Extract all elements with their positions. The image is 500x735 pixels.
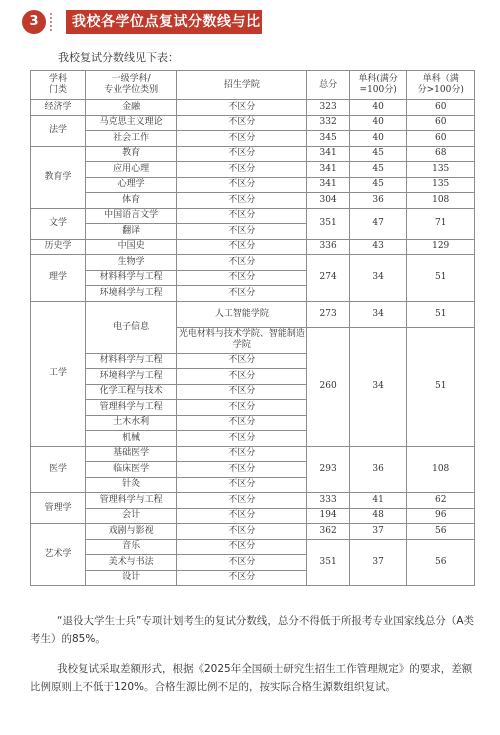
category-cell: 医学 (31, 446, 86, 493)
single-100-cell: 37 (349, 524, 407, 540)
discipline-cell: 针灸 (86, 477, 177, 493)
single-over100-cell: 56 (407, 539, 475, 586)
single-100-cell: 47 (349, 208, 407, 239)
table-header-row (31, 71, 475, 100)
total-cell: 341 (307, 162, 350, 178)
college-cell: 不区分 (177, 400, 307, 416)
table-row (31, 100, 475, 116)
college-cell: 不区分 (177, 462, 307, 478)
single-over100-cell: 108 (407, 446, 475, 493)
discipline-cell: 管理科学与工程 (86, 400, 177, 416)
single-over100-cell: 60 (407, 131, 475, 147)
table-row (31, 115, 475, 131)
college-cell: 不区分 (177, 415, 307, 431)
college-cell: 不区分 (177, 508, 307, 524)
total-cell: 273 (307, 301, 350, 327)
single-100-cell: 43 (349, 239, 407, 255)
college-cell: 不区分 (177, 239, 307, 255)
total-cell: 362 (307, 524, 350, 540)
header-single-over100: 单科（满 分>100分) (407, 71, 475, 100)
single-100-cell: 40 (349, 131, 407, 147)
single-over100-cell: 71 (407, 208, 475, 239)
category-cell: 教育学 (31, 146, 86, 208)
section-number-badge: 3 (22, 10, 46, 34)
single-100-cell: 34 (349, 327, 407, 446)
total-cell: 260 (307, 327, 350, 446)
college-cell: 不区分 (177, 570, 307, 586)
discipline-cell: 环境科学与工程 (86, 369, 177, 385)
section-header (0, 0, 500, 54)
table-row (31, 162, 475, 178)
single-100-cell: 40 (349, 115, 407, 131)
single-over100-cell: 51 (407, 255, 475, 302)
header-total: 总分 (307, 71, 350, 100)
college-cell: 不区分 (177, 208, 307, 224)
discipline-cell: 社会工作 (86, 131, 177, 147)
discipline-cell: 应用心理 (86, 162, 177, 178)
discipline-cell: 美术与书法 (86, 555, 177, 571)
veteran-note: “退役大学生士兵”专项计划考生的复试分数线，总分不得低于所报考专业国家线总分（A类考生）的85%。 (30, 615, 475, 645)
table-row (31, 208, 475, 224)
single-over100-cell: 51 (407, 301, 475, 327)
discipline-cell: 生物学 (86, 255, 177, 271)
single-over100-cell: 96 (407, 508, 475, 524)
college-cell: 不区分 (177, 384, 307, 400)
discipline-cell: 翻译 (86, 224, 177, 240)
discipline-cell: 金融 (86, 100, 177, 116)
discipline-cell: 土木水利 (86, 415, 177, 431)
total-cell: 194 (307, 508, 350, 524)
ratio-note: 我校复试采取差额形式，根据《2025年全国硕士研究生招生工作管理规定》的要求，差额比例原则上不低于120%。合格生源比例不足的，按实际合格生源数组织复试。 (30, 663, 473, 693)
header-category: 学科 门类 (31, 71, 86, 100)
table-row (31, 255, 475, 271)
college-cell: 不区分 (177, 493, 307, 509)
college-cell: 不区分 (177, 162, 307, 178)
discipline-cell: 管理科学与工程 (86, 493, 177, 509)
discipline-cell: 材料科学与工程 (86, 270, 177, 286)
single-over100-cell: 51 (407, 327, 475, 446)
college-cell: 不区分 (177, 146, 307, 162)
college-cell: 不区分 (177, 270, 307, 286)
college-cell: 不区分 (177, 115, 307, 131)
total-cell: 333 (307, 493, 350, 509)
college-cell: 不区分 (177, 286, 307, 302)
category-cell: 法学 (31, 115, 86, 146)
college-cell: 不区分 (177, 539, 307, 555)
total-cell: 336 (307, 239, 350, 255)
college-cell: 不区分 (177, 255, 307, 271)
table-row (31, 193, 475, 209)
single-100-cell: 37 (349, 539, 407, 586)
discipline-cell: 教育 (86, 146, 177, 162)
table-row (31, 524, 475, 540)
category-cell: 管理学 (31, 493, 86, 524)
table-row (31, 446, 475, 462)
single-100-cell: 48 (349, 508, 407, 524)
table-row (31, 493, 475, 509)
table-row (31, 146, 475, 162)
total-cell: 332 (307, 115, 350, 131)
table-row (31, 131, 475, 147)
college-cell: 不区分 (177, 100, 307, 116)
table-row (31, 539, 475, 555)
college-cell: 光电材料与技术学院、智能制造学院 (177, 327, 307, 353)
discipline-cell: 基础医学 (86, 446, 177, 462)
category-cell: 理学 (31, 255, 86, 302)
header-single-100: 单科(满分 =100分) (349, 71, 407, 100)
header-college: 招生学院 (177, 71, 307, 100)
section-title: 我校各学位点复试分数线与比例 (66, 10, 262, 34)
discipline-cell: 电子信息 (86, 301, 177, 353)
discipline-cell: 设计 (86, 570, 177, 586)
single-over100-cell: 129 (407, 239, 475, 255)
table-row (31, 239, 475, 255)
category-cell: 文学 (31, 208, 86, 239)
single-100-cell: 45 (349, 162, 407, 178)
total-cell: 304 (307, 193, 350, 209)
college-cell: 不区分 (177, 131, 307, 147)
single-over100-cell: 108 (407, 193, 475, 209)
college-cell: 不区分 (177, 477, 307, 493)
header-discipline: 一级学科/ 专业学位类别 (86, 71, 177, 100)
single-over100-cell: 135 (407, 177, 475, 193)
dotted-divider (50, 13, 64, 31)
table-intro: 我校复试分数线见下表： (58, 51, 179, 64)
single-100-cell: 34 (349, 301, 407, 327)
single-100-cell: 45 (349, 146, 407, 162)
single-over100-cell: 135 (407, 162, 475, 178)
single-over100-cell: 62 (407, 493, 475, 509)
discipline-cell: 中国语言文学 (86, 208, 177, 224)
single-100-cell: 34 (349, 255, 407, 302)
discipline-cell: 马克思主义理论 (86, 115, 177, 131)
total-cell: 323 (307, 100, 350, 116)
category-cell: 历史学 (31, 239, 86, 255)
discipline-cell: 会计 (86, 508, 177, 524)
discipline-cell: 化学工程与技术 (86, 384, 177, 400)
college-cell: 不区分 (177, 224, 307, 240)
college-cell: 不区分 (177, 555, 307, 571)
discipline-cell: 心理学 (86, 177, 177, 193)
single-100-cell: 41 (349, 493, 407, 509)
college-cell: 不区分 (177, 369, 307, 385)
single-over100-cell: 68 (407, 146, 475, 162)
single-over100-cell: 60 (407, 115, 475, 131)
college-cell: 不区分 (177, 431, 307, 447)
score-table (30, 70, 475, 586)
discipline-cell: 临床医学 (86, 462, 177, 478)
table-row (31, 177, 475, 193)
total-cell: 341 (307, 146, 350, 162)
single-100-cell: 36 (349, 193, 407, 209)
total-cell: 274 (307, 255, 350, 302)
single-100-cell: 40 (349, 100, 407, 116)
category-cell: 工学 (31, 301, 86, 446)
discipline-cell: 戏剧与影视 (86, 524, 177, 540)
category-cell: 经济学 (31, 100, 86, 116)
total-cell: 351 (307, 539, 350, 586)
total-cell: 345 (307, 131, 350, 147)
single-100-cell: 45 (349, 177, 407, 193)
total-cell: 351 (307, 208, 350, 239)
single-100-cell: 36 (349, 446, 407, 493)
category-cell: 艺术学 (31, 524, 86, 586)
discipline-cell: 中国史 (86, 239, 177, 255)
college-cell: 不区分 (177, 524, 307, 540)
discipline-cell: 音乐 (86, 539, 177, 555)
single-over100-cell: 60 (407, 100, 475, 116)
discipline-cell: 环境科学与工程 (86, 286, 177, 302)
table-row (31, 301, 475, 327)
college-cell: 不区分 (177, 193, 307, 209)
single-over100-cell: 56 (407, 524, 475, 540)
table-row (31, 508, 475, 524)
total-cell: 293 (307, 446, 350, 493)
discipline-cell: 材料科学与工程 (86, 353, 177, 369)
total-cell: 341 (307, 177, 350, 193)
college-cell: 不区分 (177, 177, 307, 193)
college-cell: 不区分 (177, 446, 307, 462)
discipline-cell: 机械 (86, 431, 177, 447)
discipline-cell: 体育 (86, 193, 177, 209)
college-cell: 人工智能学院 (177, 301, 307, 327)
college-cell: 不区分 (177, 353, 307, 369)
